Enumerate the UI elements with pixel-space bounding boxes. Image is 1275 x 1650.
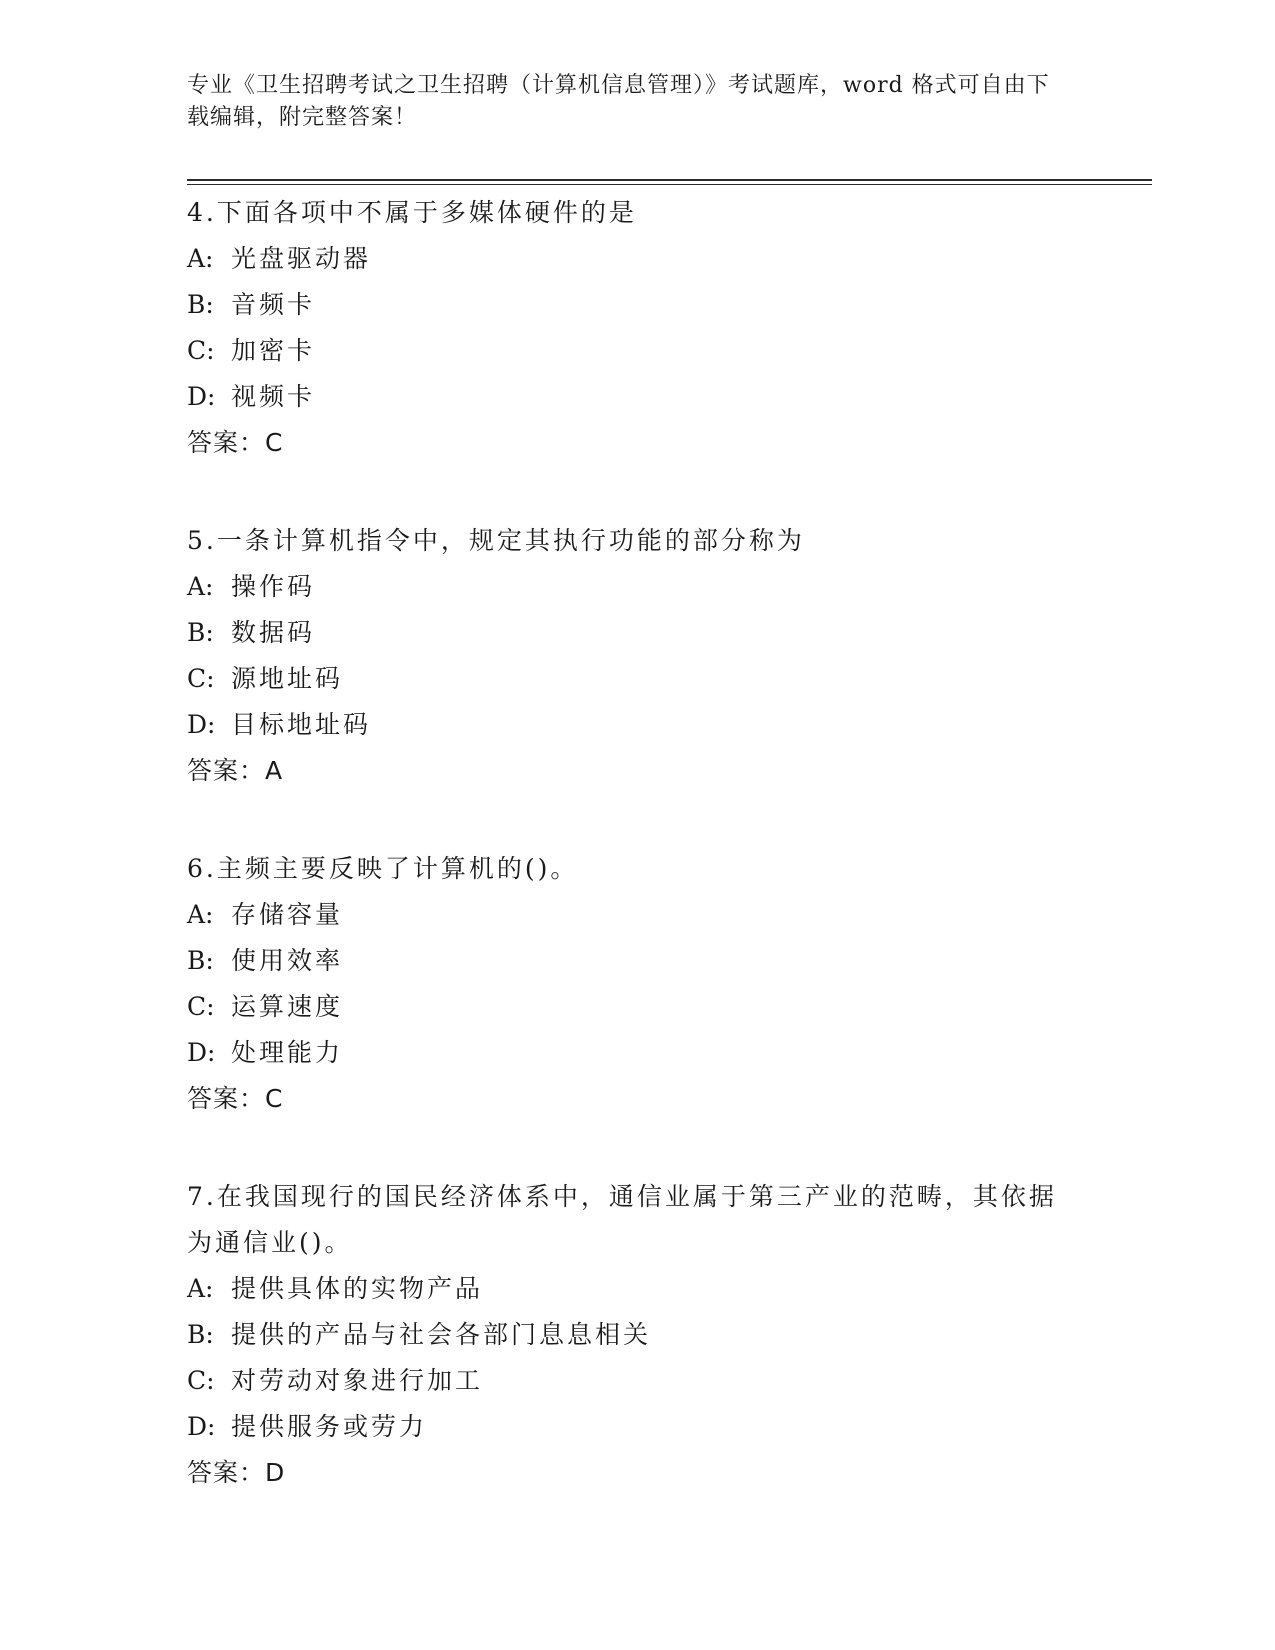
- option-key: B:: [187, 618, 214, 647]
- header-divider-thin: [187, 184, 1152, 185]
- option-text: 存储容量: [231, 900, 344, 929]
- document-header: 专业《卫生招聘考试之卫生招聘（计算机信息管理）》考试题库，word 格式可自由下载编辑，附完整答案！: [187, 73, 1050, 130]
- question-stem: 5.一条计算机指令中，规定其执行功能的部分称为: [187, 526, 805, 555]
- option-key: D:: [187, 1038, 216, 1067]
- question-6: [187, 846, 1067, 1122]
- option-key: B:: [187, 946, 214, 975]
- option-c: [187, 1358, 1067, 1404]
- option-c: [187, 328, 1067, 374]
- question-stem: 6.主频主要反映了计算机的()。: [187, 854, 579, 883]
- option-b: [187, 610, 1067, 656]
- option-a: [187, 1266, 1067, 1312]
- option-key: D:: [187, 1412, 216, 1441]
- option-d: [187, 374, 1067, 420]
- question-5: [187, 518, 1067, 794]
- option-text: 对劳动对象进行加工: [231, 1366, 484, 1395]
- option-key: B:: [187, 290, 214, 319]
- header-divider-thick: [187, 179, 1152, 181]
- option-text: 提供的产品与社会各部门息息相关: [231, 1320, 652, 1349]
- option-key: A:: [187, 572, 214, 601]
- option-d: [187, 702, 1067, 748]
- option-text: 操作码: [231, 572, 316, 601]
- option-c: [187, 656, 1067, 702]
- option-text: 视频卡: [231, 382, 316, 411]
- option-key: A:: [187, 1274, 214, 1303]
- option-b: [187, 1312, 1067, 1358]
- answer: 答案：D: [187, 1458, 286, 1487]
- option-key: A:: [187, 900, 214, 929]
- option-key: C:: [187, 664, 215, 693]
- option-text: 使用效率: [231, 946, 344, 975]
- option-text: 目标地址码: [231, 710, 372, 739]
- option-key: C:: [187, 336, 215, 365]
- option-text: 加密卡: [231, 336, 316, 365]
- answer: 答案：C: [187, 428, 284, 457]
- question-4: [187, 190, 1067, 466]
- option-text: 源地址码: [231, 664, 344, 693]
- option-a: [187, 892, 1067, 938]
- option-text: 处理能力: [231, 1038, 344, 1067]
- option-key: A:: [187, 244, 214, 273]
- option-key: D:: [187, 710, 216, 739]
- answer: 答案：C: [187, 1084, 284, 1113]
- option-key: B:: [187, 1320, 214, 1349]
- question-stem: 4.下面各项中不属于多媒体硬件的是: [187, 198, 637, 227]
- answer: 答案：A: [187, 756, 284, 785]
- option-c: [187, 984, 1067, 1030]
- question-7: [187, 1174, 1067, 1496]
- option-text: 提供服务或劳力: [231, 1412, 428, 1441]
- question-stem: 7.在我国现行的国民经济体系中，通信业属于第三产业的范畴，其依据为通信业()。: [187, 1182, 1057, 1257]
- option-key: C:: [187, 1366, 215, 1395]
- option-text: 提供具体的实物产品: [231, 1274, 484, 1303]
- question-list: [187, 190, 1067, 1548]
- option-key: D:: [187, 382, 216, 411]
- option-text: 光盘驱动器: [231, 244, 372, 273]
- option-d: [187, 1030, 1067, 1076]
- option-d: [187, 1404, 1067, 1450]
- option-text: 运算速度: [231, 992, 344, 1021]
- option-text: 数据码: [231, 618, 316, 647]
- option-b: [187, 282, 1067, 328]
- option-key: C:: [187, 992, 215, 1021]
- option-a: [187, 564, 1067, 610]
- option-text: 音频卡: [231, 290, 316, 319]
- option-b: [187, 938, 1067, 984]
- option-a: [187, 236, 1067, 282]
